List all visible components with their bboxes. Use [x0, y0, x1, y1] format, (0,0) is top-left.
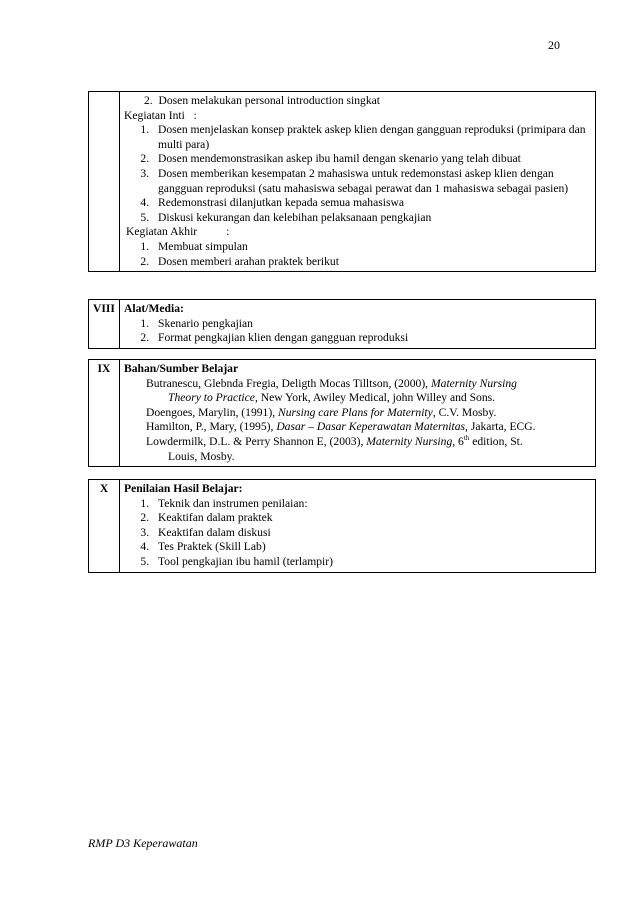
reference-1-cont: Theory to Practice, New York, Awiley Medical, john Willey and Sons.	[168, 391, 496, 405]
list-item: 4. Tes Praktek (Skill Lab)	[152, 540, 589, 555]
activities-content	[120, 92, 596, 272]
list-item: 5. Diskusi kekurangan dan kelebihan pelaksanaan pengkajian	[152, 211, 589, 226]
activities-number-cell	[89, 92, 120, 272]
alat-media-list	[124, 317, 589, 346]
section-number: IX	[89, 360, 120, 467]
section-number: VIII	[89, 300, 120, 349]
list-item: 2. Dosen mendemonstrasikan askep ibu hamil dengan skenario yang telah dibuat	[152, 152, 589, 167]
kegiatan-inti-list	[124, 123, 589, 225]
section-x-box	[88, 479, 596, 573]
section-ix-box	[88, 359, 596, 467]
section-title: Penilaian Hasil Belajar:	[124, 482, 243, 495]
kegiatan-akhir-list	[124, 240, 589, 269]
reference-4-cont: Louis, Mosby.	[168, 449, 235, 463]
list-item: 5. Tool pengkajian ibu hamil (terlampir)	[152, 555, 589, 570]
section-number: X	[89, 480, 120, 573]
list-item: 3. Keaktifan dalam diskusi	[152, 526, 589, 541]
section-x-content	[120, 480, 596, 573]
reference-2: Doengoes, Marylin, (1991), Nursing care Plans for Maternity, C.V. Mosby.	[146, 405, 497, 419]
section-title: Bahan/Sumber Belajar	[124, 362, 239, 375]
reference-1: Butranescu, Glebnda Fregia, Deligth Mocas Tilltson, (2000), Maternity Nursing	[146, 376, 517, 390]
kegiatan-akhir-label: Kegiatan Akhir :	[126, 225, 230, 239]
pre-item: 2. Dosen melakukan personal introduction singkat	[144, 94, 381, 107]
list-item: 3. Dosen memberikan kesempatan 2 mahasiswa untuk redemonstasi askep klien dengan gangguan reproduksi (satu mahasiswa sebagai perawat dan 1 mahasiswa sebagai pasien)	[152, 167, 589, 196]
kegiatan-inti-label: Kegiatan Inti :	[124, 108, 197, 122]
reference-3: Hamilton, P., Mary, (1995), Dasar – Dasar Keperawatan Maternitas, Jakarta, ECG.	[146, 420, 536, 434]
section-title: Alat/Media:	[124, 302, 184, 315]
list-item: 4. Redemonstrasi dilanjutkan kepada semua mahasiswa	[152, 196, 589, 211]
list-item: 2. Dosen memberi arahan praktek berikut	[152, 255, 589, 270]
penilaian-list	[124, 497, 589, 570]
list-item: 1. Skenario pengkajian	[152, 317, 589, 332]
activities-box	[88, 91, 596, 272]
footer-text: RMP D3 Keperawatan	[88, 836, 198, 850]
section-viii-content	[120, 300, 596, 349]
list-item: 2. Format pengkajian klien dengan gangguan reproduksi	[152, 331, 589, 346]
page-number: 20	[548, 38, 560, 52]
list-item: 1. Teknik dan instrumen penilaian:	[152, 497, 589, 512]
section-viii-box	[88, 299, 596, 349]
list-item: 2. Keaktifan dalam praktek	[152, 511, 589, 526]
reference-4: Lowdermilk, D.L. & Perry Shannon E, (2003), Maternity Nursing, 6th edition, St.	[146, 434, 523, 448]
list-item: 1. Dosen menjelaskan konsep praktek askep klien dengan gangguan reproduksi (primipara dan multi para)	[152, 123, 589, 152]
list-item: 1. Membuat simpulan	[152, 240, 589, 255]
section-ix-content	[120, 360, 596, 467]
